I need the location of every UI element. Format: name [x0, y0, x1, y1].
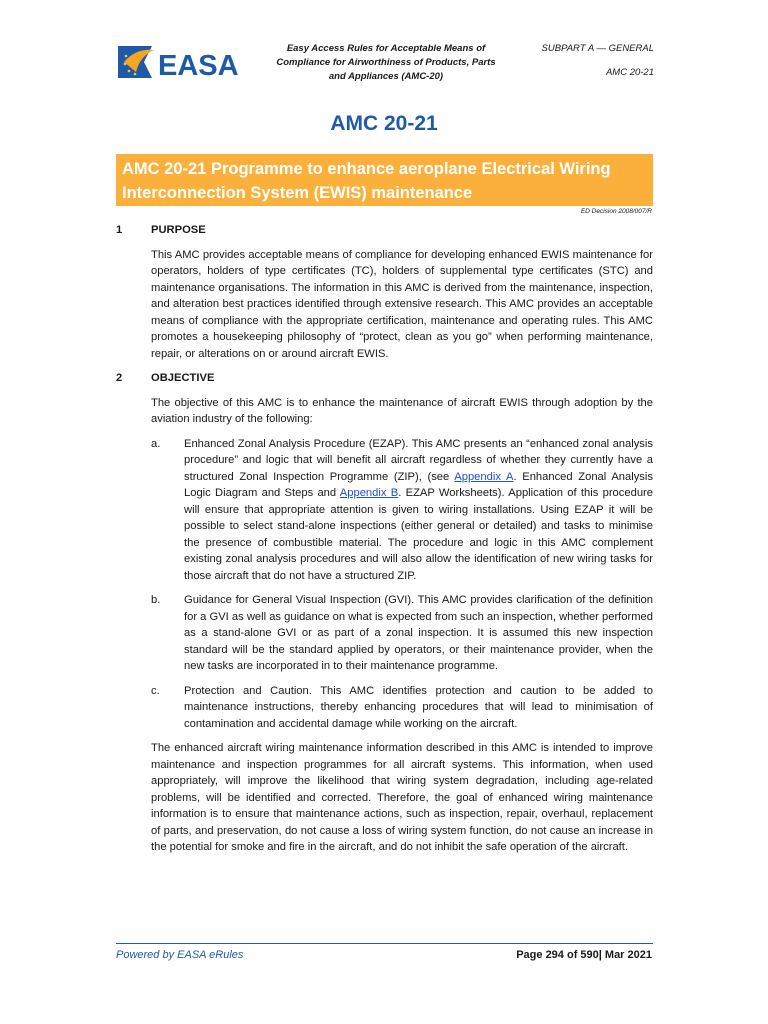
section-banner: AMC 20-21 Programme to enhance aeroplane Electrical Wiring Interconnection System (EWIS) maintenance	[116, 154, 653, 206]
list-item-b	[151, 592, 653, 675]
page-title: AMC 20-21	[330, 112, 438, 135]
section-heading: PURPOSE	[151, 224, 206, 236]
section-number: 1	[116, 224, 123, 236]
item-a-text-part2: . Enhanced Zonal Analysis Logic Diagram and Steps and	[184, 470, 653, 499]
page-header	[116, 34, 656, 94]
list-item-label: a.	[151, 437, 161, 450]
list-item-text	[184, 436, 653, 585]
header-document-title: Easy Access Rules for Acceptable Means of Compliance for Airworthiness of Products, Parts and Appliances (AMC-20)	[276, 43, 496, 82]
section-heading: OBJECTIVE	[151, 372, 215, 384]
list-item-text: Guidance for General Visual Inspection (GVI). This AMC provides clarification of the definition for a GVI as well as guidance on what is expected from such an inspection, whether performed as a stand-alone GVI or as part of a zonal inspection. It is assumed this new inspection standard will be the standard applied by operators, or their maintenance provider, when the new tasks are incorporated in to their maintenance programme.	[184, 594, 653, 672]
easa-logo-graphic	[116, 42, 242, 82]
list-item-label: c.	[151, 684, 160, 697]
item-a-text-part3: . EZAP Worksheets). Application of this procedure will ensure that appropriate attention is given to wiring installations. Using EZAP it will be possible to select stand-alone inspections (either general or detailed) and tasks to minimise the presence of combustible material. The procedure and logic in this AMC complement existing zonal analysis procedures and will also allow the identification of new wiring tasks for those aircraft that do not have a structured ZIP.	[184, 487, 653, 582]
appendix-a-link[interactable]: Appendix A	[454, 470, 514, 483]
footer-powered-by: Powered by EASA eRules	[116, 949, 244, 961]
list-item-label: b.	[151, 594, 161, 606]
header-subpart: SUBPART A — GENERAL	[541, 43, 654, 54]
objective-closing: The enhanced aircraft wiring maintenance information described in this AMC is intended to improve maintenance and inspection programmes for all aircraft systems. This information, when used appropriately, will improve the likelihood that wiring system degradation, including age-related problems, will be identified and corrected. Therefore, the goal of enhanced wiring maintenance information is to ensure that maintenance actions, such as inspection, repair, overhaul, replacement of parts, and preservation, do not cause a loss of wiring system function, do not cause an increase in the potential for smoke and fire in the aircraft, and do not inhibit the safe operation of the aircraft.	[151, 742, 653, 853]
purpose-paragraph: This AMC provides acceptable means of compliance for developing enhanced EWIS maintenance for operators, holders of type certificates (TC), holders of supplemental type certificates (STC) and maintenance organisations. The information in this AMC is derived from the maintenance, inspection, and alteration best practices identified through extensive research. This AMC provides an acceptable means of compliance with the appropriate certification, maintenance and operating rules. This AMC promotes a housekeeping philosophy of “protect, clean as you go” when performing maintenance, repair, or alterations on or around aircraft EWIS.	[151, 248, 653, 360]
easa-logo	[116, 42, 242, 82]
section-objective	[116, 370, 653, 856]
logo-text: EASA	[158, 50, 239, 82]
section-purpose	[116, 222, 653, 362]
list-item-text: Protection and Caution. This AMC identifies protection and caution to be added to maintenance instructions, thereby enhancing procedures that will lead to minimisation of contamination and accidental damage while working on the aircraft.	[184, 684, 653, 730]
item-a-text-part1: Enhanced Zonal Analysis Procedure (EZAP). This AMC presents an “enhanced zonal analysis procedure” and logic that will benefit all aircraft regardless of whether they currently have a structured Zonal Inspection Programme (ZIP), (see	[184, 437, 653, 483]
footer-page-info: Page 294 of 590| Mar 2021	[516, 949, 652, 961]
objective-intro: The objective of this AMC is to enhance the maintenance of aircraft EWIS through adoption by the aviation industry of the following:	[151, 396, 653, 425]
list-item-a	[151, 436, 653, 585]
header-section-info	[542, 42, 654, 80]
header-amc-ref: AMC 20-21	[605, 67, 654, 78]
appendix-b-link[interactable]: Appendix B	[339, 487, 399, 499]
footer-divider	[116, 943, 653, 944]
main-content	[116, 222, 653, 864]
list-item-c	[151, 683, 653, 733]
ed-decision-ref: ED Decision 2008/007/R	[580, 208, 652, 215]
section-number: 2	[116, 372, 123, 384]
